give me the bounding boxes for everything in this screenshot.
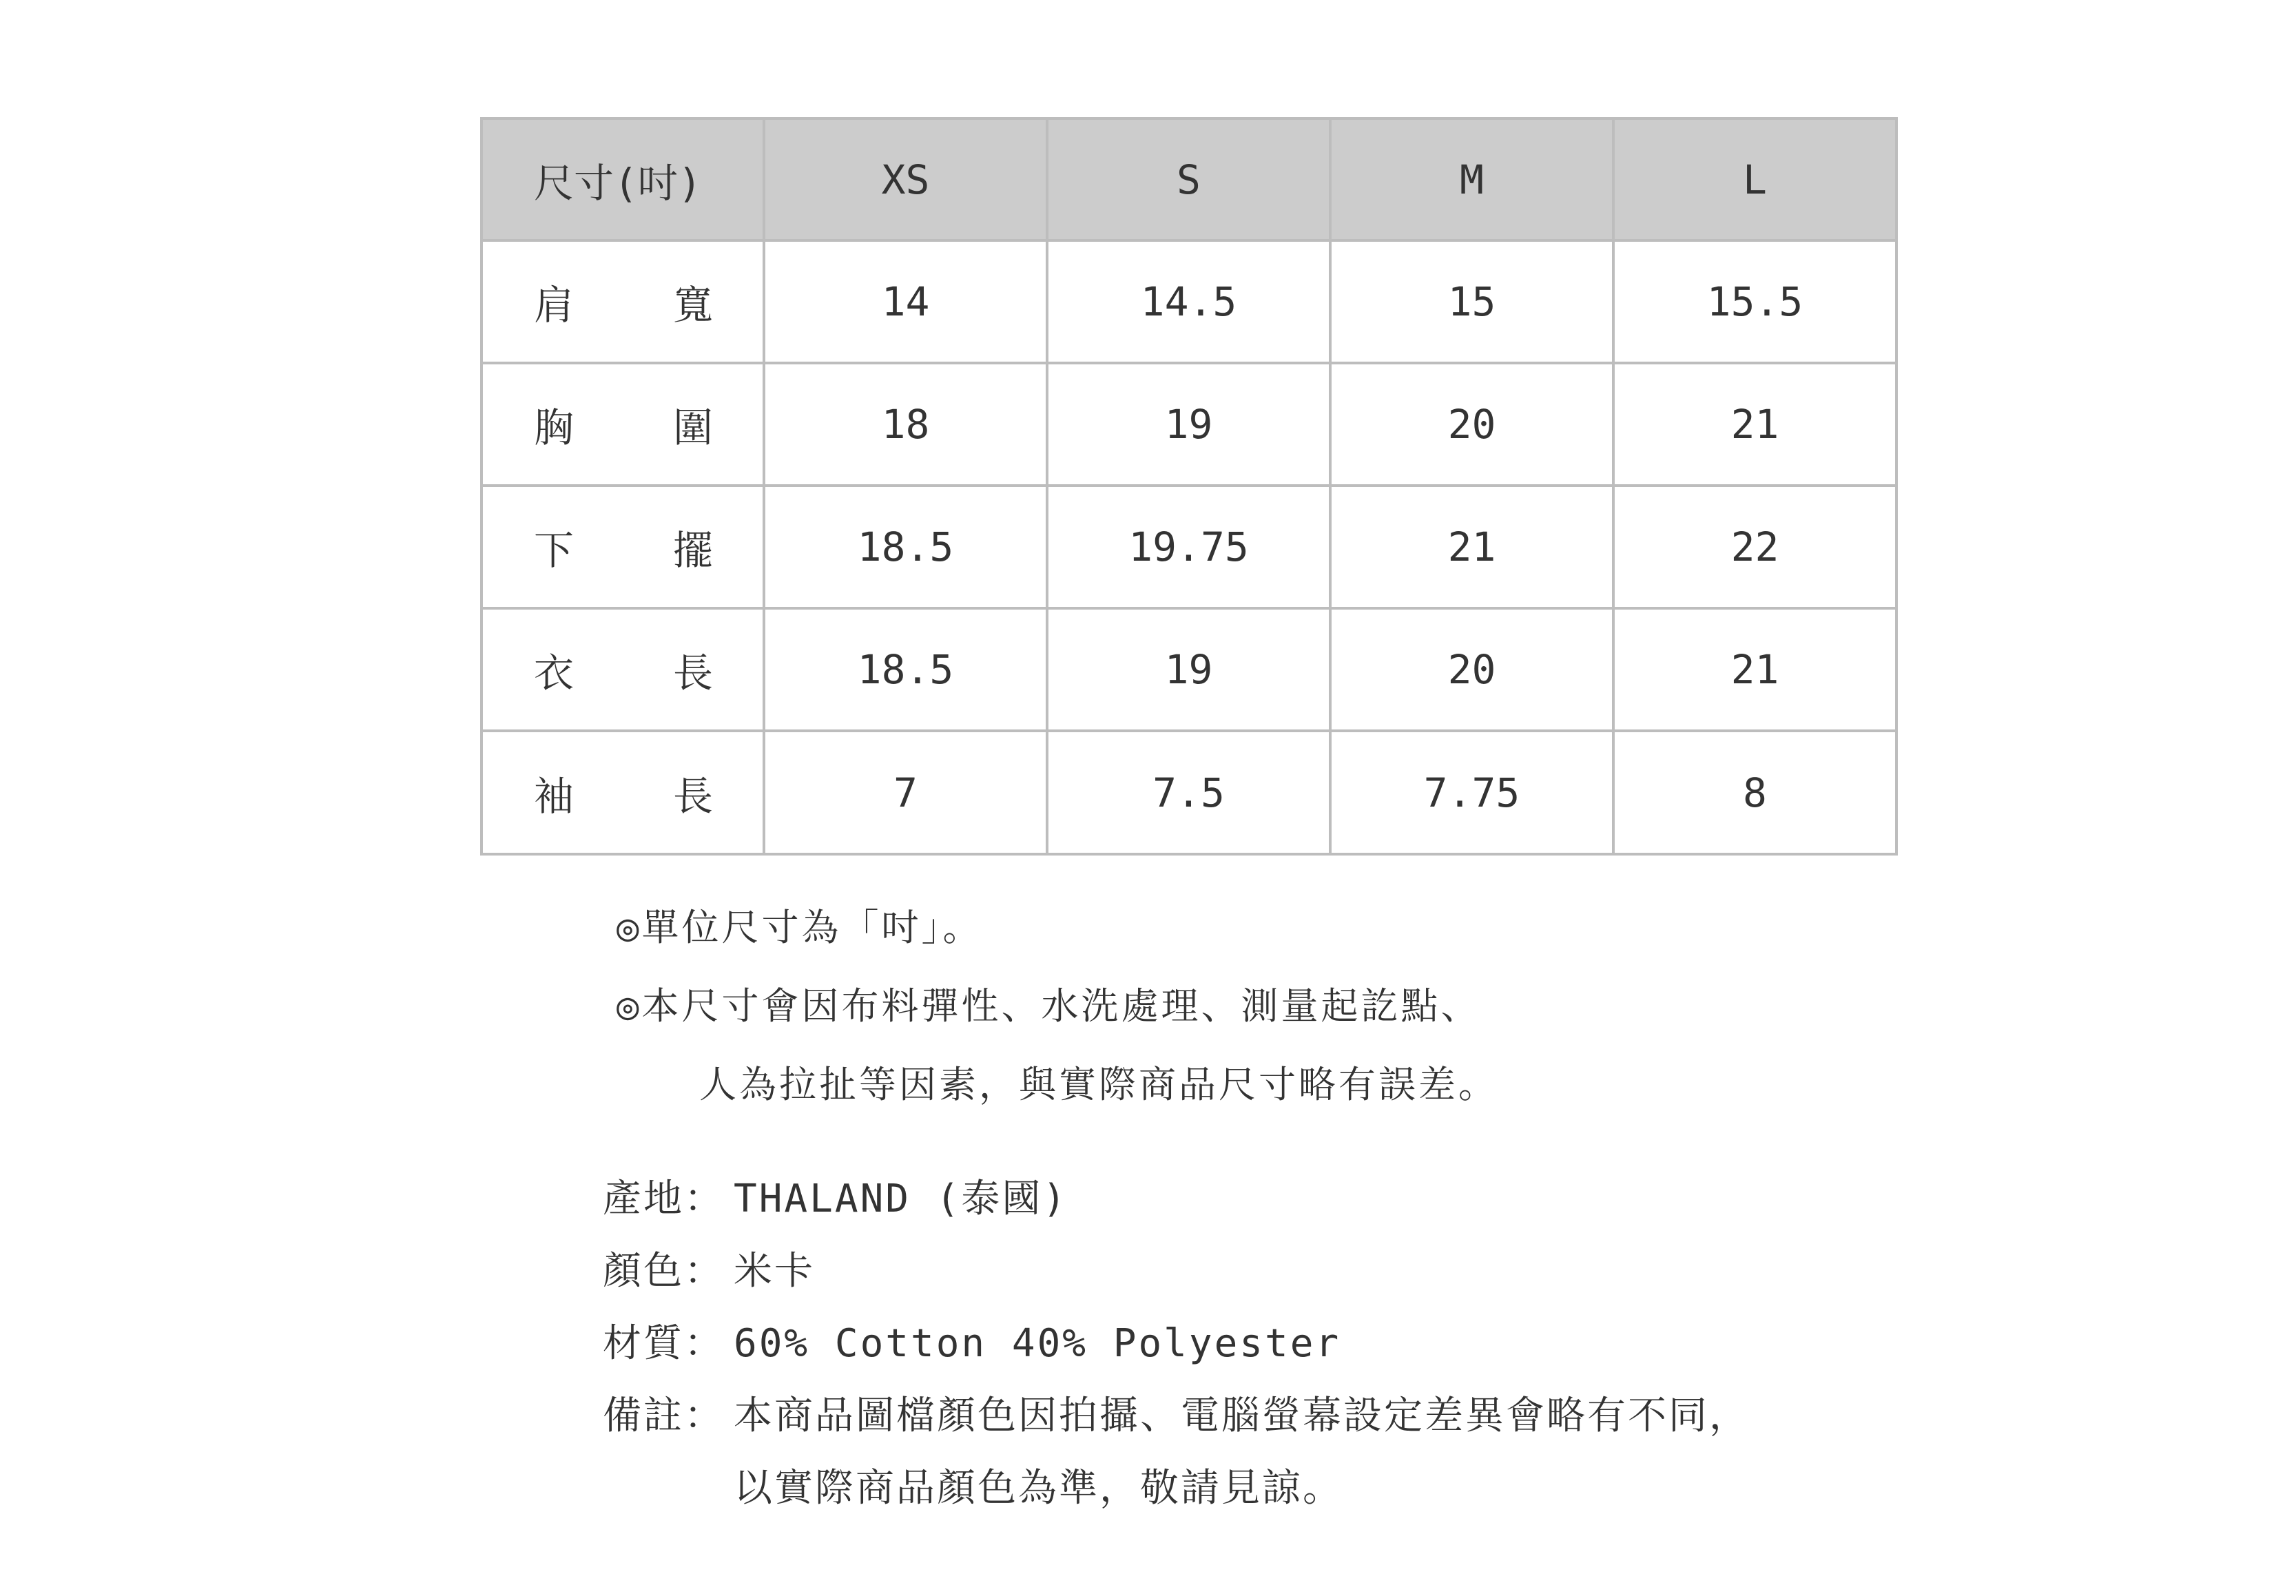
table-row-shoulder bbox=[482, 240, 1896, 363]
header-size-m: M bbox=[1330, 118, 1613, 240]
table-cell: 20 bbox=[1330, 363, 1613, 486]
table-cell: 15.5 bbox=[1613, 240, 1896, 363]
row-label-char-2: 長 bbox=[672, 650, 713, 696]
table-row-hem bbox=[482, 486, 1896, 608]
table-header-row bbox=[482, 118, 1896, 240]
size-notes bbox=[617, 889, 1498, 1124]
header-size-s: S bbox=[1047, 118, 1330, 240]
note-unit: ◎單位尺寸為「吋」。 bbox=[617, 906, 983, 949]
row-label-char-1: 下 bbox=[534, 527, 575, 574]
table-cell: 18.5 bbox=[764, 608, 1047, 731]
color-label: 顏色： bbox=[603, 1249, 725, 1294]
table-cell: 7.75 bbox=[1330, 731, 1613, 854]
row-label bbox=[482, 608, 764, 731]
table-cell: 18.5 bbox=[764, 486, 1047, 608]
header-size-xs: XS bbox=[764, 118, 1047, 240]
note-tolerance: ◎本尺寸會因布料彈性、水洗處理、測量起訖點、 bbox=[617, 984, 1481, 1028]
header-size-l: L bbox=[1613, 118, 1896, 240]
material-label: 材質： bbox=[603, 1321, 725, 1366]
row-label-char-1: 袖 bbox=[534, 772, 575, 820]
row-label bbox=[482, 363, 764, 486]
table-cell: 7 bbox=[764, 731, 1047, 854]
table-cell: 21 bbox=[1613, 363, 1896, 486]
row-label bbox=[482, 240, 764, 363]
info-remark bbox=[603, 1380, 1750, 1452]
table-row-length bbox=[482, 608, 1896, 731]
size-chart-table bbox=[480, 117, 1898, 856]
product-info bbox=[603, 1163, 1750, 1524]
row-label-char-2: 長 bbox=[672, 772, 713, 820]
remark-value: 本商品圖檔顏色因拍攝、電腦螢幕設定差異會略有不同， bbox=[734, 1393, 1750, 1438]
table-cell: 15 bbox=[1330, 240, 1613, 363]
row-label-char-2: 擺 bbox=[672, 527, 713, 574]
header-size-label: 尺寸(吋) bbox=[482, 118, 764, 240]
row-label-char-2: 圍 bbox=[672, 404, 713, 451]
color-value: 米卡 bbox=[734, 1249, 815, 1294]
table-cell: 14 bbox=[764, 240, 1047, 363]
origin-label: 產地： bbox=[603, 1177, 725, 1221]
remark-value-cont: 以實際商品顏色為準，敬請見諒。 bbox=[734, 1466, 1343, 1511]
remark-label: 備註： bbox=[603, 1393, 725, 1438]
info-material bbox=[603, 1307, 1750, 1380]
table-cell: 14.5 bbox=[1047, 240, 1330, 363]
row-label-char-1: 衣 bbox=[534, 650, 575, 696]
table-cell: 19 bbox=[1047, 608, 1330, 731]
row-label bbox=[482, 486, 764, 608]
note-tolerance-cont: 人為拉扯等因素，與實際商品尺寸略有誤差。 bbox=[699, 1063, 1498, 1106]
table-cell: 21 bbox=[1613, 608, 1896, 731]
table-cell: 19 bbox=[1047, 363, 1330, 486]
table-row-chest bbox=[482, 363, 1896, 486]
row-label-char-1: 肩 bbox=[534, 282, 575, 329]
row-label-char-1: 胸 bbox=[534, 404, 575, 451]
table-cell: 21 bbox=[1330, 486, 1613, 608]
table-cell: 18 bbox=[764, 363, 1047, 486]
row-label-char-2: 寬 bbox=[672, 282, 713, 329]
table-cell: 7.5 bbox=[1047, 731, 1330, 854]
table-cell: 19.75 bbox=[1047, 486, 1330, 608]
origin-value: THALAND (泰國) bbox=[734, 1177, 1068, 1221]
row-label bbox=[482, 731, 764, 854]
table-cell: 20 bbox=[1330, 608, 1613, 731]
info-color bbox=[603, 1235, 1750, 1307]
table-cell: 22 bbox=[1613, 486, 1896, 608]
table-row-sleeve bbox=[482, 731, 1896, 854]
material-value: 60% Cotton 40% Polyester bbox=[734, 1321, 1341, 1366]
info-origin bbox=[603, 1163, 1750, 1235]
table-cell: 8 bbox=[1613, 731, 1896, 854]
